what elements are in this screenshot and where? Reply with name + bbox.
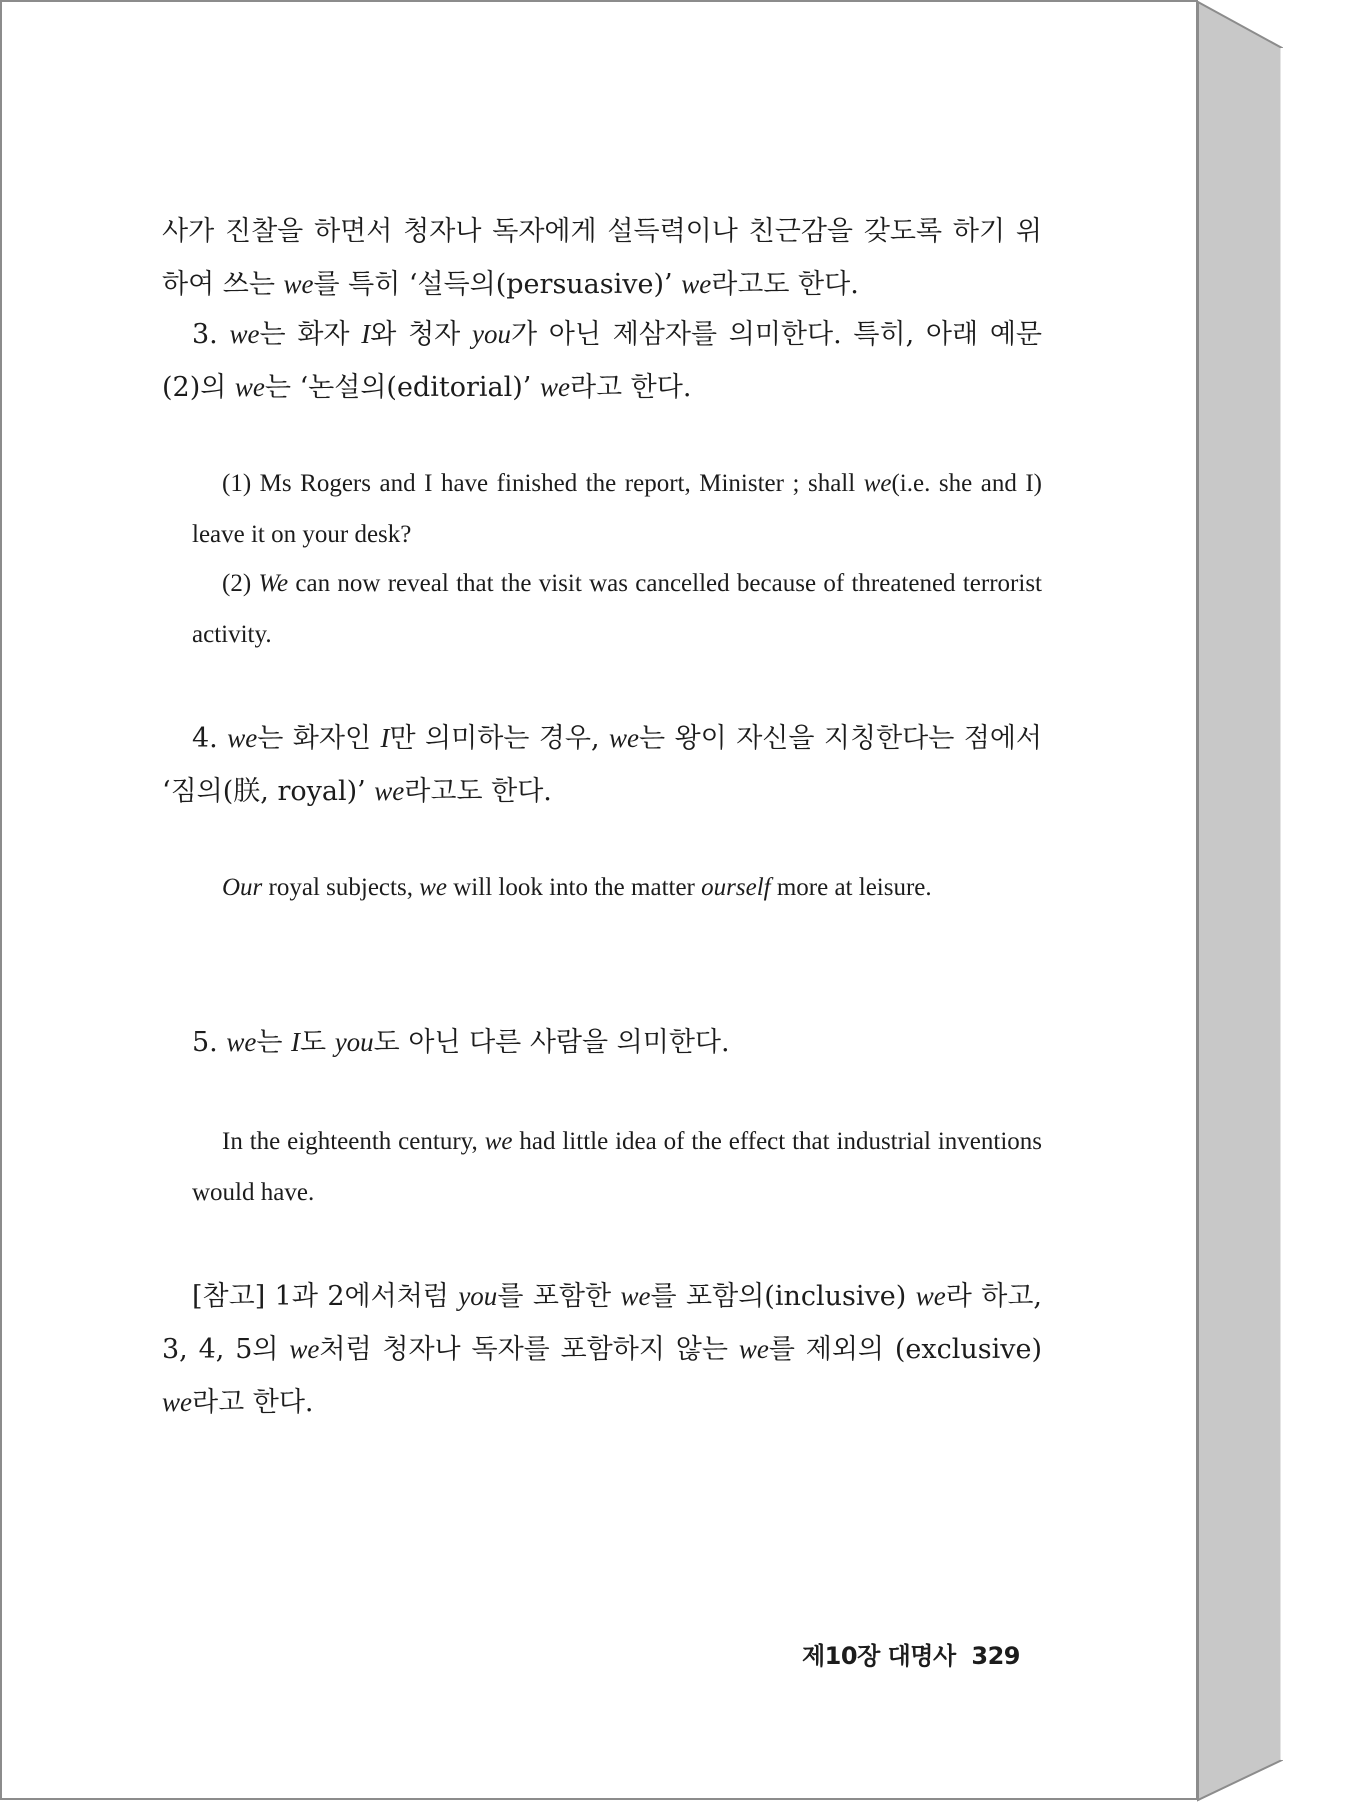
example-2: (2) We can now reveal that the visit was cancelled because of threatened terrorist activity. [192, 570, 1042, 648]
example-1: (1) Ms Rogers and I have finished the report, Minister ; shall we(i.e. she and I) leave it on your desk? [192, 470, 1042, 548]
page-footer [800, 1636, 1020, 1671]
item-4-paragraph: 4. we는 화자인 I만 의미하는 경우, we는 왕이 자신을 지칭한다는 점에서 ‘짐의(朕, royal)’ we라고도 한다. [162, 723, 1043, 807]
example-3: Our royal subjects, we will look into the matter ourself more at leisure. [222, 874, 932, 901]
intro-paragraph: 사가 진찰을 하면서 청자나 독자에게 설득력이나 친근감을 갖도록 하기 위하여 쓰는 we를 특히 ‘설득의(persuasive)’ we라고도 한다. [162, 216, 1042, 300]
note-paragraph: [참고] 1과 2에서처럼 you를 포함한 we를 포함의(inclusive) we라 하고, 3, 4, 5의 we처럼 청자나 독자를 포함하지 않는 we를 제외의 (exclusive) we라고 한다. [162, 1281, 1043, 1418]
chapter-label: 제10장 대명사 [801, 1642, 956, 1670]
example-4: In the eighteenth century, we had little idea of the effect that industrial inventions would have. [192, 1128, 1042, 1206]
page-number: 329 [971, 1642, 1020, 1670]
item-3-paragraph: 3. we는 화자 I와 청자 you가 아닌 제삼자를 의미한다. 특히, 아래 예문 (2)의 we는 ‘논설의(editorial)’ we라고 한다. [162, 319, 1042, 403]
item-5-paragraph: 5. we는 I도 you도 아닌 다른 사람을 의미한다. [192, 1027, 730, 1058]
